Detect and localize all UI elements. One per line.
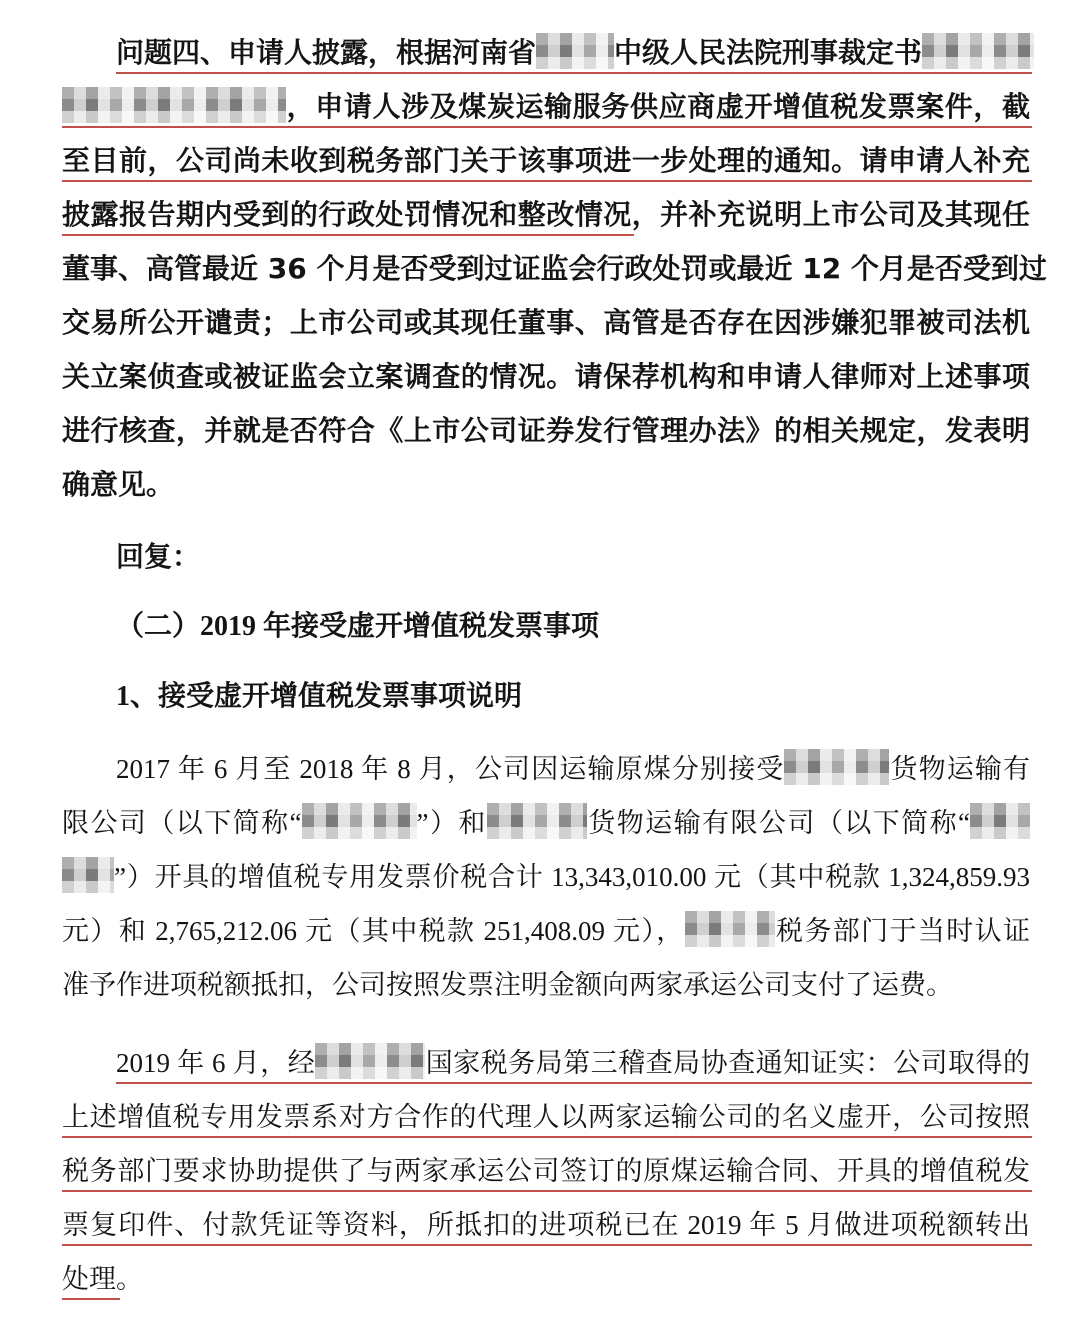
- text-line: [62, 242, 1047, 296]
- redaction-mosaic-block: [315, 1043, 425, 1079]
- text-line: [62, 80, 1030, 134]
- text-line: [62, 404, 1030, 458]
- paragraph-sub-heading: [62, 670, 1030, 724]
- text-run: 中级人民法院刑事裁定书: [614, 36, 923, 69]
- redaction-mosaic-block: [62, 87, 286, 123]
- document-body: [62, 26, 1047, 1306]
- text-run: 2017 年 6 月至 2018 年 8 月，公司因运输原煤分别接受: [116, 754, 785, 784]
- redaction-mosaic-block: [536, 33, 614, 69]
- text-line: [62, 1252, 1030, 1306]
- text-run: 限公司（以下简称“: [62, 808, 302, 838]
- text-run: 元）和 2,765,212.06 元（其中税款 251,408.09 元），: [62, 916, 685, 946]
- paragraph-section-heading: [62, 600, 1030, 654]
- text-run: 货物运输有限公司（以下简称“: [586, 808, 971, 838]
- text-line: [62, 134, 1030, 188]
- text-line: [62, 1198, 1030, 1252]
- text-line: [62, 670, 1030, 724]
- text-line: [62, 742, 1030, 796]
- text-line: [62, 958, 1030, 1012]
- redaction-mosaic-block: [62, 857, 114, 893]
- text-run: 问题四、申请人披露，根据河南省: [116, 36, 537, 69]
- paragraph-body-2: [62, 1036, 1030, 1306]
- text-run: 关立案侦查或被证监会立案调查的情况。请保荐机构和申请人律师对上述事项: [62, 360, 1030, 393]
- red-underline: [62, 1298, 120, 1300]
- text-line: [62, 26, 1030, 80]
- text-line: [62, 296, 1030, 350]
- redaction-mosaic-block: [784, 749, 889, 785]
- text-run: 准予作进项税额抵扣，公司按照发票注明金额向两家承运公司支付了运费。: [62, 970, 953, 1000]
- text-line: [62, 850, 1030, 904]
- paragraph-body-1: [62, 742, 1030, 1012]
- text-run: 1、接受虚开增值税发票事项说明: [116, 681, 523, 712]
- text-line: [62, 350, 1030, 404]
- text-run: 至目前，公司尚未收到税务部门关于该事项进一步处理的通知。请申请人补充: [62, 144, 1030, 177]
- text-run: 国家税务局第三稽查局协查通知证实：公司取得的: [425, 1048, 1031, 1078]
- text-run: 处理。: [62, 1264, 143, 1294]
- redaction-mosaic-block: [970, 803, 1030, 839]
- text-line: [62, 458, 1030, 512]
- text-line: [62, 1090, 1030, 1144]
- text-run: ，申请人涉及煤炭运输服务供应商虚开增值税发票案件，截: [286, 90, 1030, 123]
- text-line: [62, 600, 1030, 654]
- text-line: [62, 1036, 1030, 1090]
- text-run: 税务部门于当时认证: [774, 916, 1031, 946]
- text-run: 确意见。: [62, 468, 175, 501]
- text-run: 货物运输有: [889, 754, 1031, 784]
- text-run: 2019 年 6 月，经: [116, 1048, 316, 1078]
- text-run: 税务部门要求协助提供了与两家承运公司签订的原煤运输合同、开具的增值税发: [62, 1156, 1030, 1186]
- text-line: [62, 530, 1030, 584]
- redaction-mosaic-block: [922, 33, 1034, 69]
- paragraph-reply-label: [62, 530, 1030, 584]
- text-line: [62, 796, 1030, 850]
- text-run: 董事、高管最近 36 个月是否受到过证监会行政处罚或最近 12 个月是否受到过: [62, 252, 1047, 285]
- text-run: 披露报告期内受到的行政处罚情况和整改情况，并补充说明上市公司及其现任: [62, 198, 1030, 231]
- text-run: （二）2019 年接受虚开增值税发票事项: [116, 611, 600, 642]
- text-line: [62, 188, 1030, 242]
- text-run: 回复：: [116, 540, 201, 573]
- text-run: ”）和: [416, 808, 487, 838]
- text-run: ”）开具的增值税专用发票价税合计 13,343,010.00 元（其中税款 1,324,859.93: [114, 862, 1030, 892]
- text-run: 交易所公开谴责；上市公司或其现任董事、高管是否存在因涉嫌犯罪被司法机: [62, 306, 1030, 339]
- redaction-mosaic-block: [487, 803, 587, 839]
- text-line: [62, 1144, 1030, 1198]
- text-run: 上述增值税专用发票系对方合作的代理人以两家运输公司的名义虚开，公司按照: [62, 1102, 1030, 1132]
- red-underline: [62, 234, 634, 236]
- paragraph-question: [62, 26, 1047, 512]
- text-run: 票复印件、付款凭证等资料，所抵扣的进项税已在 2019 年 5 月做进项税额转出: [62, 1210, 1030, 1240]
- text-line: [62, 904, 1030, 958]
- text-run: 进行核查，并就是否符合《上市公司证券发行管理办法》的相关规定，发表明: [62, 414, 1030, 447]
- redaction-mosaic-block: [685, 911, 775, 947]
- redaction-mosaic-block: [302, 803, 417, 839]
